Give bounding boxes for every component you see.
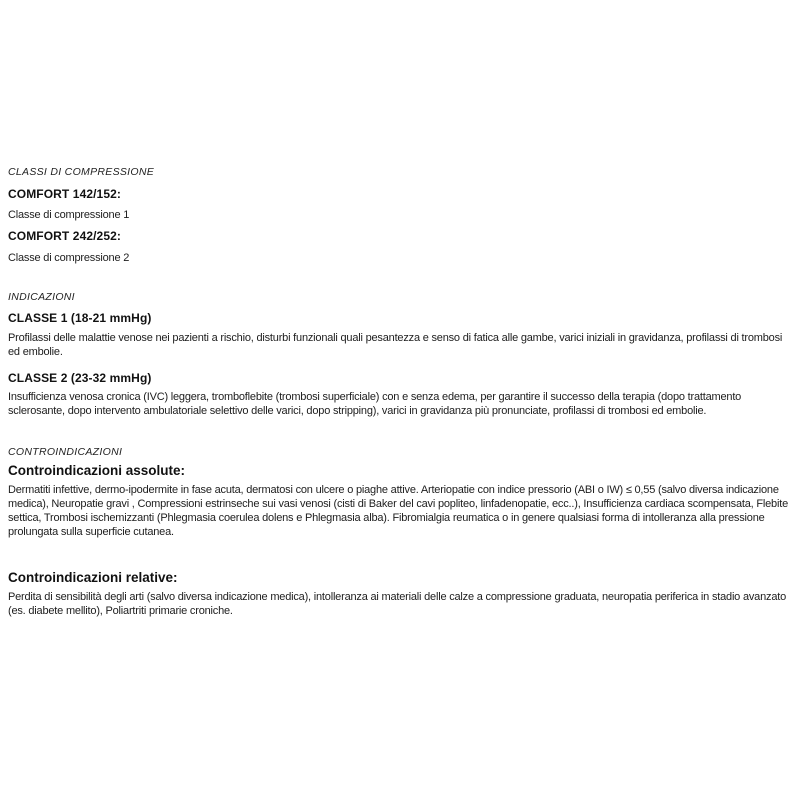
section-label-classi-di-compressione: CLASSI DI COMPRESSIONE [8, 166, 155, 178]
term-comfort-242-252: COMFORT 242/252: [8, 229, 121, 243]
term-classe-2: CLASSE 2 (23-32 mmHg) [8, 371, 152, 385]
desc-comfort-142-152: Classe di compressione 1 [8, 209, 130, 221]
content-area [0, 166, 800, 618]
term-comfort-142-152: COMFORT 142/152: [8, 187, 121, 201]
subsection-title-controindicazioni-assolute: Controindicazioni assolute: [8, 463, 186, 478]
section-label-indicazioni: INDICAZIONI [8, 291, 75, 303]
section-label-controindicazioni: CONTROINDICAZIONI [8, 446, 123, 458]
subsection-title-controindicazioni-relative: Controindicazioni relative: [8, 570, 178, 585]
product-info-page [0, 166, 800, 800]
body-controindicazioni-relative: Perdita di sensibilità degli arti (salvo diversa indicazione medica), intolleranza ai materiali delle calze a compressione graduata, neuropatia periferica in stadio avanzato (es. diabete mellito), Poliartriti primarie croniche. [8, 591, 787, 617]
desc-comfort-242-252: Classe di compressione 2 [8, 252, 130, 264]
body-controindicazioni-assolute: Dermatiti infettive, dermo-ipodermite in fase acuta, dermatosi con ulcere o piaghe attive. Arteriopatie con indice pressorio (ABI o IW) ≤ 0,55 (salvo diversa indicazione medica), Neuropatie gravi , Compressioni estrinseche sui vasi venosi (cisti di Baker del cavi popliteo, linfadenopatie, ecc..), Insufficienza cardiaca scompensata, Flebite settica, Trombosi ischemizzanti (Phlegmasia coerulea dolens e Phlegmasia alba). Fibromialgia reumatica o in genere qualsiasi forma di intolleranza alla pressione prolungata sulla superficie cutanea. [8, 484, 788, 538]
term-classe-1: CLASSE 1 (18-21 mmHg) [8, 311, 152, 325]
desc-classe-1: Profilassi delle malattie venose nei pazienti a rischio, disturbi funzionali quali pesantezza e senso di fatica alle gambe, varici iniziali in gravidanza, profilassi di trombosi ed embolie. [8, 332, 783, 358]
desc-classe-2: Insufficienza venosa cronica (IVC) leggera, tromboflebite (trombosi superficiale) con e senza edema, per garantire il successo della terapia (dopo trattamento sclerosante, dopo intervento ambulatoriale selettivo delle varici, dopo stripping), varici in gravidanza più pronunciate, profilassi di trombosi ed embolie. [8, 391, 742, 417]
